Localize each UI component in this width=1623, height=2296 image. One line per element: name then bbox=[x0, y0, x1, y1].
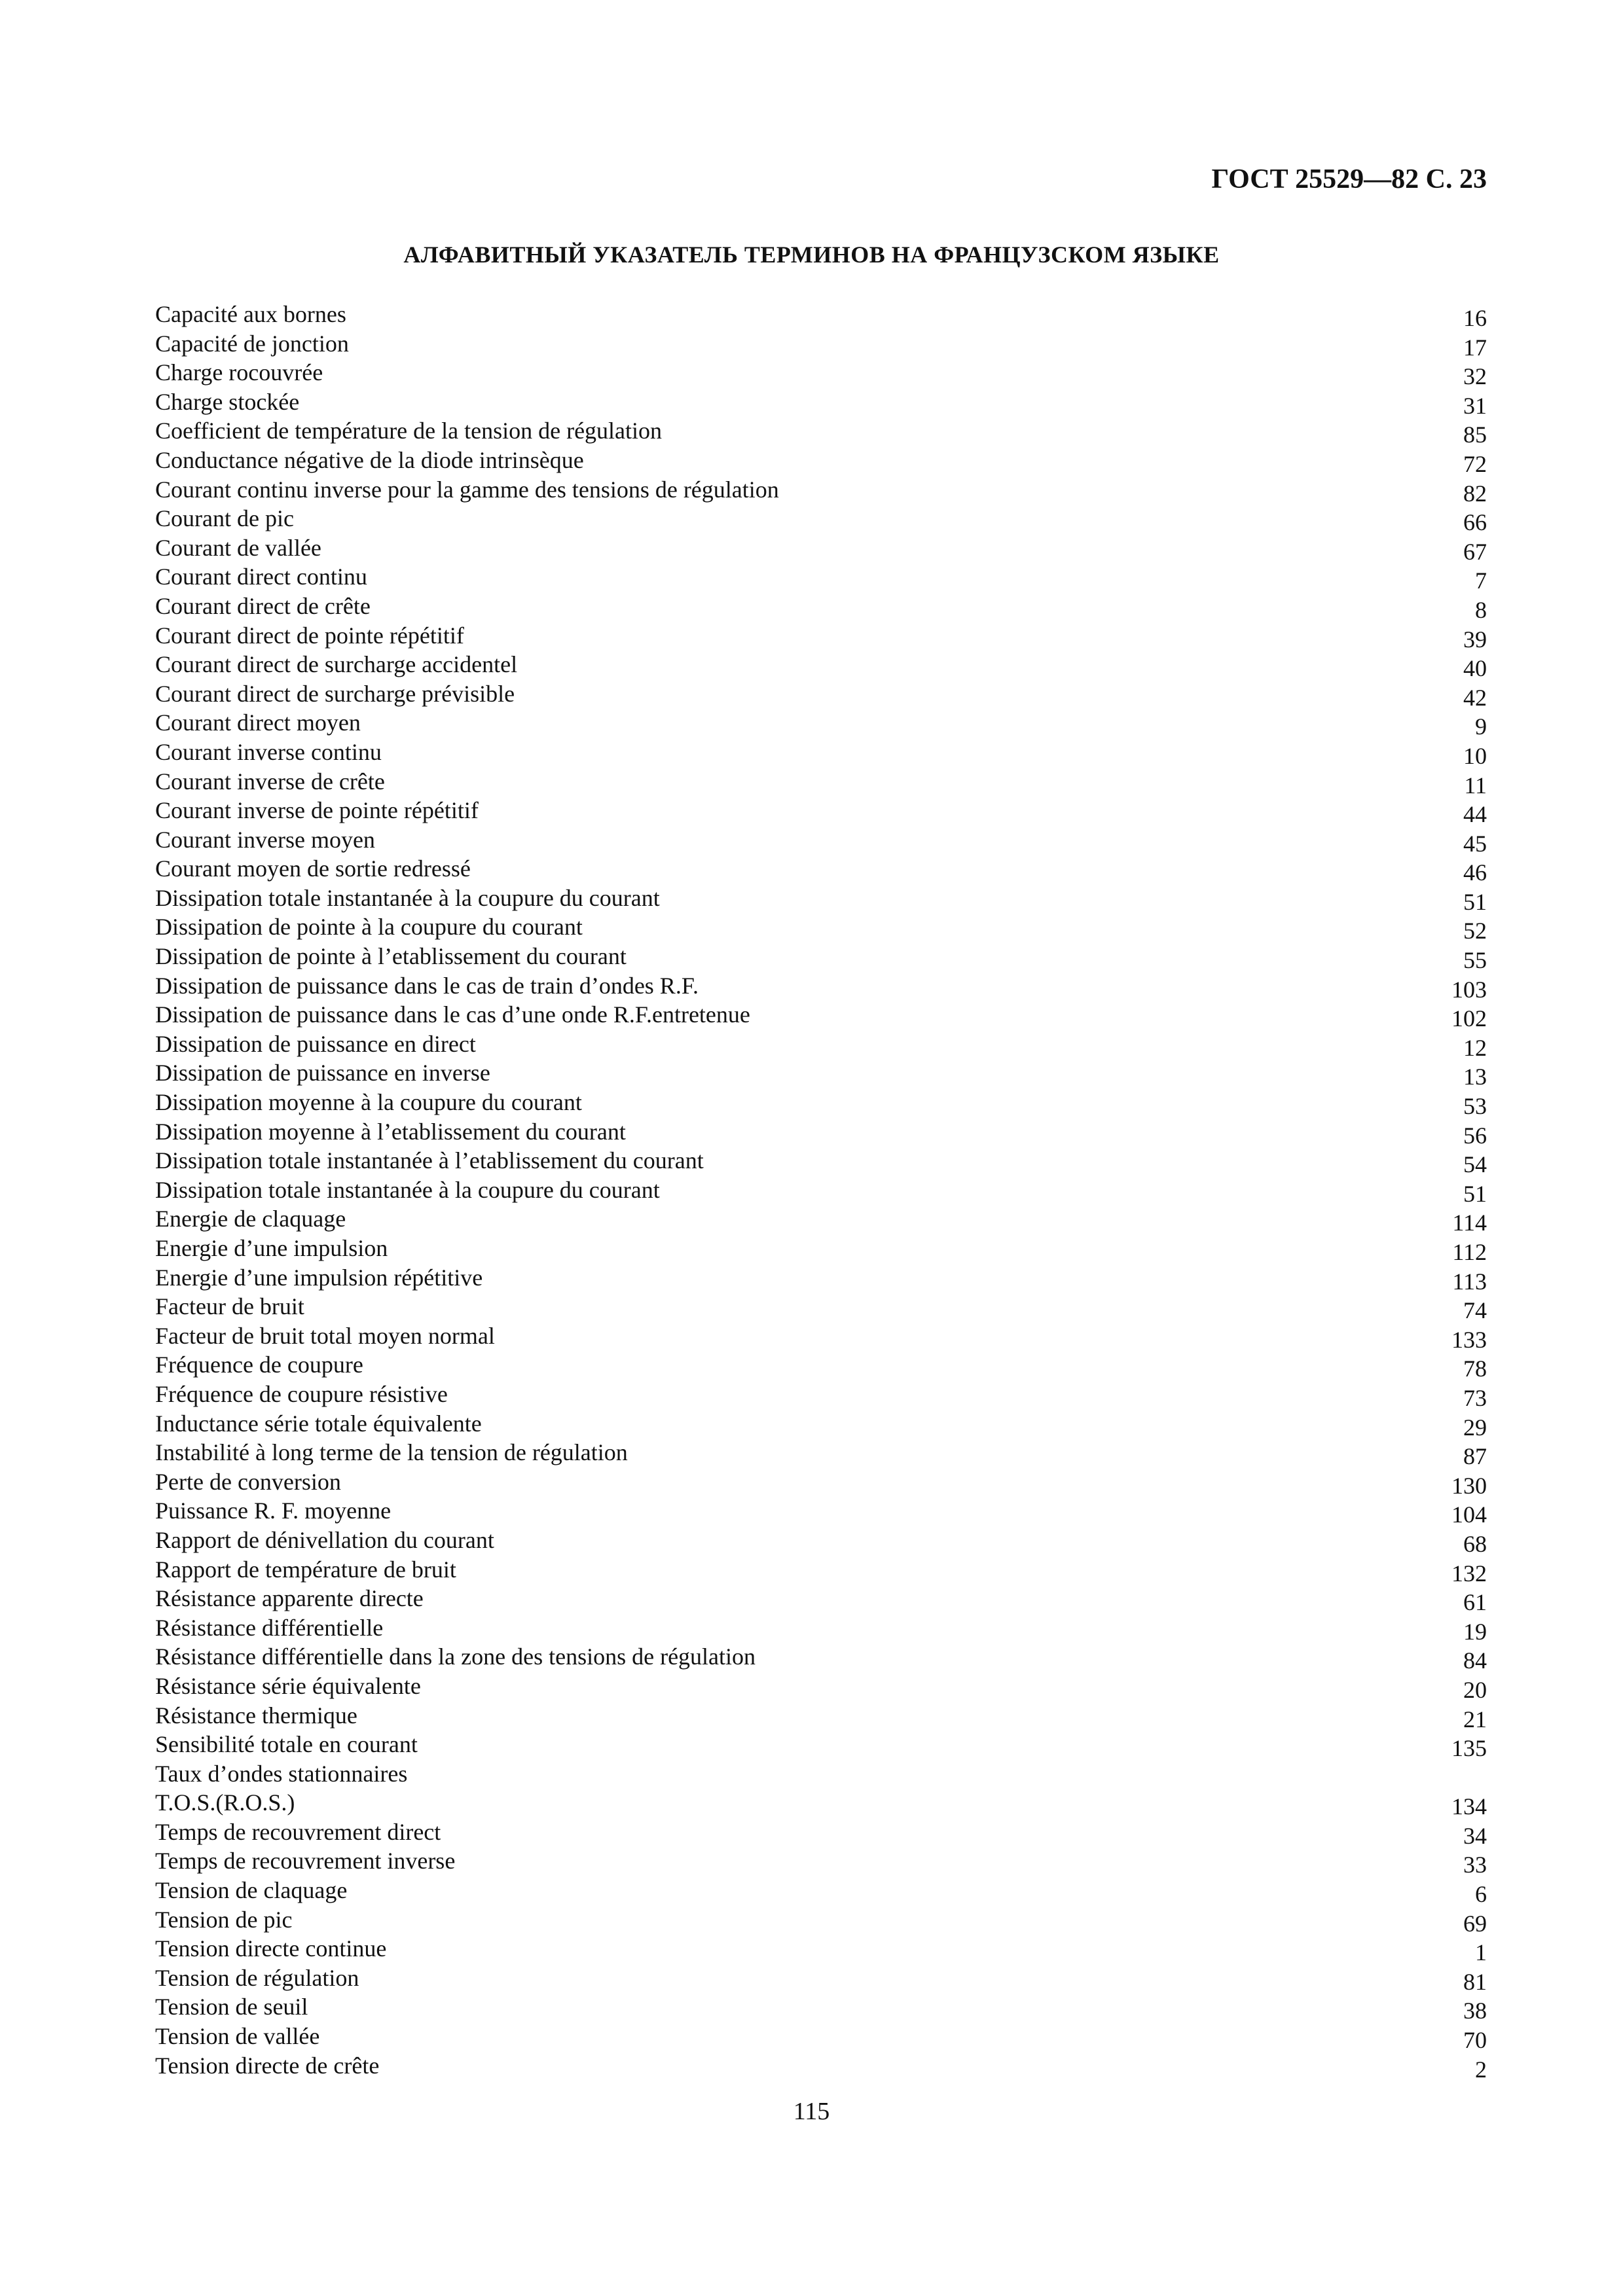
index-entry bbox=[155, 475, 1487, 505]
index-number: 54 bbox=[1463, 1151, 1487, 1178]
index-number: 21 bbox=[1463, 1706, 1487, 1732]
index-number: 32 bbox=[1463, 363, 1487, 390]
index-term: Courant direct de surcharge accidentel bbox=[155, 651, 518, 678]
index-number: 42 bbox=[1463, 684, 1487, 711]
index-number: 133 bbox=[1451, 1326, 1487, 1353]
index-term: Résistance différentielle bbox=[155, 1614, 384, 1641]
index-number: 67 bbox=[1463, 538, 1487, 565]
index-number: 51 bbox=[1463, 1180, 1487, 1207]
index-number: 82 bbox=[1463, 480, 1487, 507]
index-term: Temps de recouvrement inverse bbox=[155, 1848, 456, 1874]
index-entry bbox=[155, 1788, 1487, 1818]
index-list bbox=[155, 300, 1487, 2083]
index-term: Courant inverse de pointe répétitif bbox=[155, 797, 479, 824]
index-entry bbox=[155, 1934, 1487, 1964]
index-term: Facteur de bruit bbox=[155, 1293, 304, 1320]
index-term: Courant direct continu bbox=[155, 564, 367, 590]
index-term: Dissipation moyenne à l’etablissement du courant bbox=[155, 1118, 626, 1145]
index-entry bbox=[155, 912, 1487, 942]
index-term: Courant de pic bbox=[155, 505, 294, 532]
index-entry bbox=[155, 738, 1487, 767]
index-entry bbox=[155, 854, 1487, 884]
index-term: Tension directe de crête bbox=[155, 2052, 380, 2079]
index-entry bbox=[155, 971, 1487, 1001]
index-number: 44 bbox=[1463, 801, 1487, 828]
index-term: Rapport de température de bruit bbox=[155, 1556, 456, 1583]
index-title: АЛФАВИТНЫЙ УКАЗАТЕЛЬ ТЕРМИНОВ НА ФРАНЦУЗСКОМ ЯЗЫКЕ bbox=[403, 242, 1220, 268]
index-term: Energie d’une impulsion répétitive bbox=[155, 1264, 483, 1291]
index-entry bbox=[155, 1409, 1487, 1439]
index-number: 103 bbox=[1451, 976, 1487, 1003]
index-number: 7 bbox=[1475, 567, 1487, 594]
index-term: Courant inverse de crête bbox=[155, 768, 385, 795]
page-number: 115 bbox=[793, 2098, 830, 2125]
index-number: 6 bbox=[1475, 1881, 1487, 1908]
index-entry bbox=[155, 329, 1487, 359]
index-entry bbox=[155, 1642, 1487, 1672]
index-number: 61 bbox=[1463, 1589, 1487, 1616]
index-entry bbox=[155, 2022, 1487, 2054]
index-term: Tension de claquage bbox=[155, 1877, 348, 1904]
index-term: Courant moyen de sortie redressé bbox=[155, 855, 471, 882]
index-entry bbox=[155, 1380, 1487, 1409]
index-number: 104 bbox=[1451, 1501, 1487, 1528]
index-term: Tension de pic bbox=[155, 1906, 293, 1933]
index-number: 135 bbox=[1451, 1735, 1487, 1762]
index-number: 12 bbox=[1463, 1034, 1487, 1061]
index-number: 17 bbox=[1463, 334, 1487, 361]
index-number: 16 bbox=[1463, 305, 1487, 331]
index-entry bbox=[155, 767, 1487, 797]
index-entry bbox=[155, 504, 1487, 536]
index-entry bbox=[155, 1672, 1487, 1701]
index-entry bbox=[155, 1146, 1487, 1178]
index-entry bbox=[155, 1030, 1487, 1059]
index-number: 20 bbox=[1463, 1676, 1487, 1703]
index-number: 74 bbox=[1463, 1297, 1487, 1324]
index-term: Perte de conversion bbox=[155, 1468, 341, 1495]
index-term: Fréquence de coupure bbox=[155, 1352, 363, 1378]
index-number: 55 bbox=[1463, 947, 1487, 974]
index-term: Tension directe continue bbox=[155, 1935, 387, 1962]
index-number: 33 bbox=[1463, 1852, 1487, 1878]
index-entry bbox=[155, 300, 1487, 329]
index-entry bbox=[155, 1234, 1487, 1263]
index-entry bbox=[155, 825, 1487, 855]
index-number: 85 bbox=[1463, 422, 1487, 448]
index-term: Capacité aux bornes bbox=[155, 301, 346, 327]
index-number: 113 bbox=[1452, 1268, 1487, 1295]
index-entry bbox=[155, 446, 1487, 475]
index-term: Temps de recouvrement direct bbox=[155, 1818, 441, 1845]
index-entry bbox=[155, 2051, 1487, 2081]
index-entry bbox=[155, 592, 1487, 621]
index-number: 130 bbox=[1451, 1472, 1487, 1499]
index-term: Courant de vallée bbox=[155, 534, 321, 561]
index-number: 10 bbox=[1463, 742, 1487, 769]
index-entry bbox=[155, 708, 1487, 738]
index-number: 51 bbox=[1463, 888, 1487, 915]
index-number: 70 bbox=[1463, 2027, 1487, 2054]
index-number: 134 bbox=[1451, 1793, 1487, 1820]
index-entry bbox=[155, 416, 1487, 446]
index-number: 34 bbox=[1463, 1822, 1487, 1849]
index-term: Courant direct moyen bbox=[155, 709, 361, 736]
index-term: Dissipation de puissance dans le cas de train d’ondes R.F. bbox=[155, 972, 699, 999]
index-number: 56 bbox=[1463, 1122, 1487, 1149]
index-entry bbox=[155, 562, 1487, 592]
index-term: Charge rocouvrée bbox=[155, 359, 323, 386]
index-number: 46 bbox=[1463, 859, 1487, 886]
index-term: Dissipation de puissance en direct bbox=[155, 1030, 476, 1057]
index-entry bbox=[155, 1204, 1487, 1234]
index-term: Tension de seuil bbox=[155, 1994, 308, 2020]
index-entry bbox=[155, 796, 1487, 828]
index-entry bbox=[155, 1584, 1487, 1616]
index-term: Inductance série totale équivalente bbox=[155, 1410, 482, 1437]
index-entry bbox=[155, 1964, 1487, 1993]
index-term: Tension de vallée bbox=[155, 2023, 320, 2050]
index-term: Rapport de dénivellation du courant bbox=[155, 1526, 494, 1553]
index-number: 114 bbox=[1452, 1210, 1487, 1236]
index-number: 9 bbox=[1475, 713, 1487, 740]
index-entry bbox=[155, 1496, 1487, 1526]
index-term: Courant inverse continu bbox=[155, 738, 382, 765]
index-term: Dissipation totale instantanée à la coupure du courant bbox=[155, 1176, 660, 1203]
index-term: Résistance apparente directe bbox=[155, 1585, 424, 1612]
index-number: 11 bbox=[1464, 772, 1487, 798]
index-entry bbox=[155, 1088, 1487, 1120]
index-number: 39 bbox=[1463, 626, 1487, 653]
index-term: Tension de régulation bbox=[155, 1964, 359, 1991]
index-entry bbox=[155, 1292, 1487, 1324]
index-entry bbox=[155, 1818, 1487, 1847]
index-number: 45 bbox=[1463, 830, 1487, 857]
index-entry bbox=[155, 1876, 1487, 1908]
index-term: Dissipation de pointe à la coupure du courant bbox=[155, 914, 583, 941]
index-number: 19 bbox=[1463, 1618, 1487, 1645]
index-term: Courant continu inverse pour la gamme des tensions de régulation bbox=[155, 476, 779, 503]
index-number: 52 bbox=[1463, 918, 1487, 944]
index-entry bbox=[155, 1759, 1487, 1789]
index-entry bbox=[155, 942, 1487, 974]
index-entry bbox=[155, 1730, 1487, 1762]
index-entry bbox=[155, 533, 1487, 563]
index-number: 81 bbox=[1463, 1968, 1487, 1995]
index-number: 1 bbox=[1475, 1939, 1487, 1966]
index-number: 132 bbox=[1451, 1560, 1487, 1587]
index-entry bbox=[155, 387, 1487, 417]
index-number: 66 bbox=[1463, 509, 1487, 536]
index-term: Charge stockée bbox=[155, 388, 300, 415]
index-number: 53 bbox=[1463, 1093, 1487, 1120]
index-entry bbox=[155, 621, 1487, 651]
index-term: Courant inverse moyen bbox=[155, 826, 375, 853]
index-term: Taux d’ondes stationnaires bbox=[155, 1760, 408, 1787]
index-entry bbox=[155, 1175, 1487, 1205]
index-number: 78 bbox=[1463, 1355, 1487, 1382]
index-term: Résistance série équivalente bbox=[155, 1672, 421, 1699]
index-number: 102 bbox=[1451, 1005, 1487, 1032]
index-entry bbox=[155, 1555, 1487, 1585]
index-entry bbox=[155, 1526, 1487, 1555]
index-entry bbox=[155, 884, 1487, 913]
index-number: 112 bbox=[1452, 1239, 1487, 1265]
index-number: 87 bbox=[1463, 1443, 1487, 1470]
index-term: Courant direct de pointe répétitif bbox=[155, 622, 464, 649]
index-entry bbox=[155, 1350, 1487, 1380]
index-entry bbox=[155, 1117, 1487, 1147]
index-entry bbox=[155, 1438, 1487, 1470]
index-term: Dissipation totale instantanée à la coupure du courant bbox=[155, 884, 660, 911]
index-entry bbox=[155, 1701, 1487, 1731]
index-term: Résistance différentielle dans la zone des tensions de régulation bbox=[155, 1643, 756, 1670]
index-number: 8 bbox=[1475, 596, 1487, 623]
index-entry bbox=[155, 1905, 1487, 1935]
index-number: 69 bbox=[1463, 1910, 1487, 1937]
index-term: Energie d’une impulsion bbox=[155, 1235, 388, 1261]
index-entry bbox=[155, 679, 1487, 709]
index-entry bbox=[155, 1058, 1487, 1088]
index-term: T.O.S.(R.O.S.) bbox=[155, 1789, 295, 1816]
index-number: 2 bbox=[1475, 2056, 1487, 2083]
index-term: Dissipation de puissance en inverse bbox=[155, 1060, 490, 1086]
index-term: Facteur de bruit total moyen normal bbox=[155, 1322, 495, 1349]
index-number: 40 bbox=[1463, 655, 1487, 682]
index-entry bbox=[155, 1000, 1487, 1030]
index-entry bbox=[155, 650, 1487, 682]
index-entry bbox=[155, 1992, 1487, 2022]
index-number: 29 bbox=[1463, 1414, 1487, 1441]
index-term: Energie de claquage bbox=[155, 1206, 346, 1232]
page-header-doc-ref: ГОСТ 25529—82 С. 23 bbox=[1211, 164, 1487, 194]
index-entry bbox=[155, 358, 1487, 390]
index-term: Résistance thermique bbox=[155, 1702, 357, 1729]
index-term: Dissipation moyenne à la coupure du courant bbox=[155, 1089, 582, 1116]
index-number: 13 bbox=[1463, 1064, 1487, 1090]
index-number: 84 bbox=[1463, 1647, 1487, 1674]
index-term: Dissipation de pointe à l’etablissement du courant bbox=[155, 943, 627, 970]
index-entry bbox=[155, 1467, 1487, 1497]
index-term: Dissipation de puissance dans le cas d’une onde R.F.entretenue bbox=[155, 1001, 750, 1028]
index-entry bbox=[155, 1263, 1487, 1293]
index-number: 72 bbox=[1463, 450, 1487, 477]
index-term: Courant direct de surcharge prévisible bbox=[155, 680, 515, 707]
index-term: Courant direct de crête bbox=[155, 592, 371, 619]
index-term: Coefficient de température de la tension de régulation bbox=[155, 418, 663, 444]
index-number: 68 bbox=[1463, 1530, 1487, 1557]
index-number: 38 bbox=[1463, 1998, 1487, 2024]
index-number: 73 bbox=[1463, 1384, 1487, 1411]
index-term: Fréquence de coupure résistive bbox=[155, 1380, 448, 1407]
index-entry bbox=[155, 1321, 1487, 1351]
index-term: Puissance R. F. moyenne bbox=[155, 1498, 392, 1524]
index-term: Sensibilité totale en courant bbox=[155, 1731, 418, 1758]
index-term: Instabilité à long terme de la tension de régulation bbox=[155, 1439, 628, 1466]
index-entry bbox=[155, 1613, 1487, 1643]
index-term: Conductance négative de la diode intrinsèque bbox=[155, 446, 584, 473]
index-term: Dissipation totale instantanée à l’etablissement du courant bbox=[155, 1147, 704, 1174]
index-term: Capacité de jonction bbox=[155, 330, 349, 357]
index-number: 31 bbox=[1463, 392, 1487, 419]
index-entry bbox=[155, 1846, 1487, 1876]
